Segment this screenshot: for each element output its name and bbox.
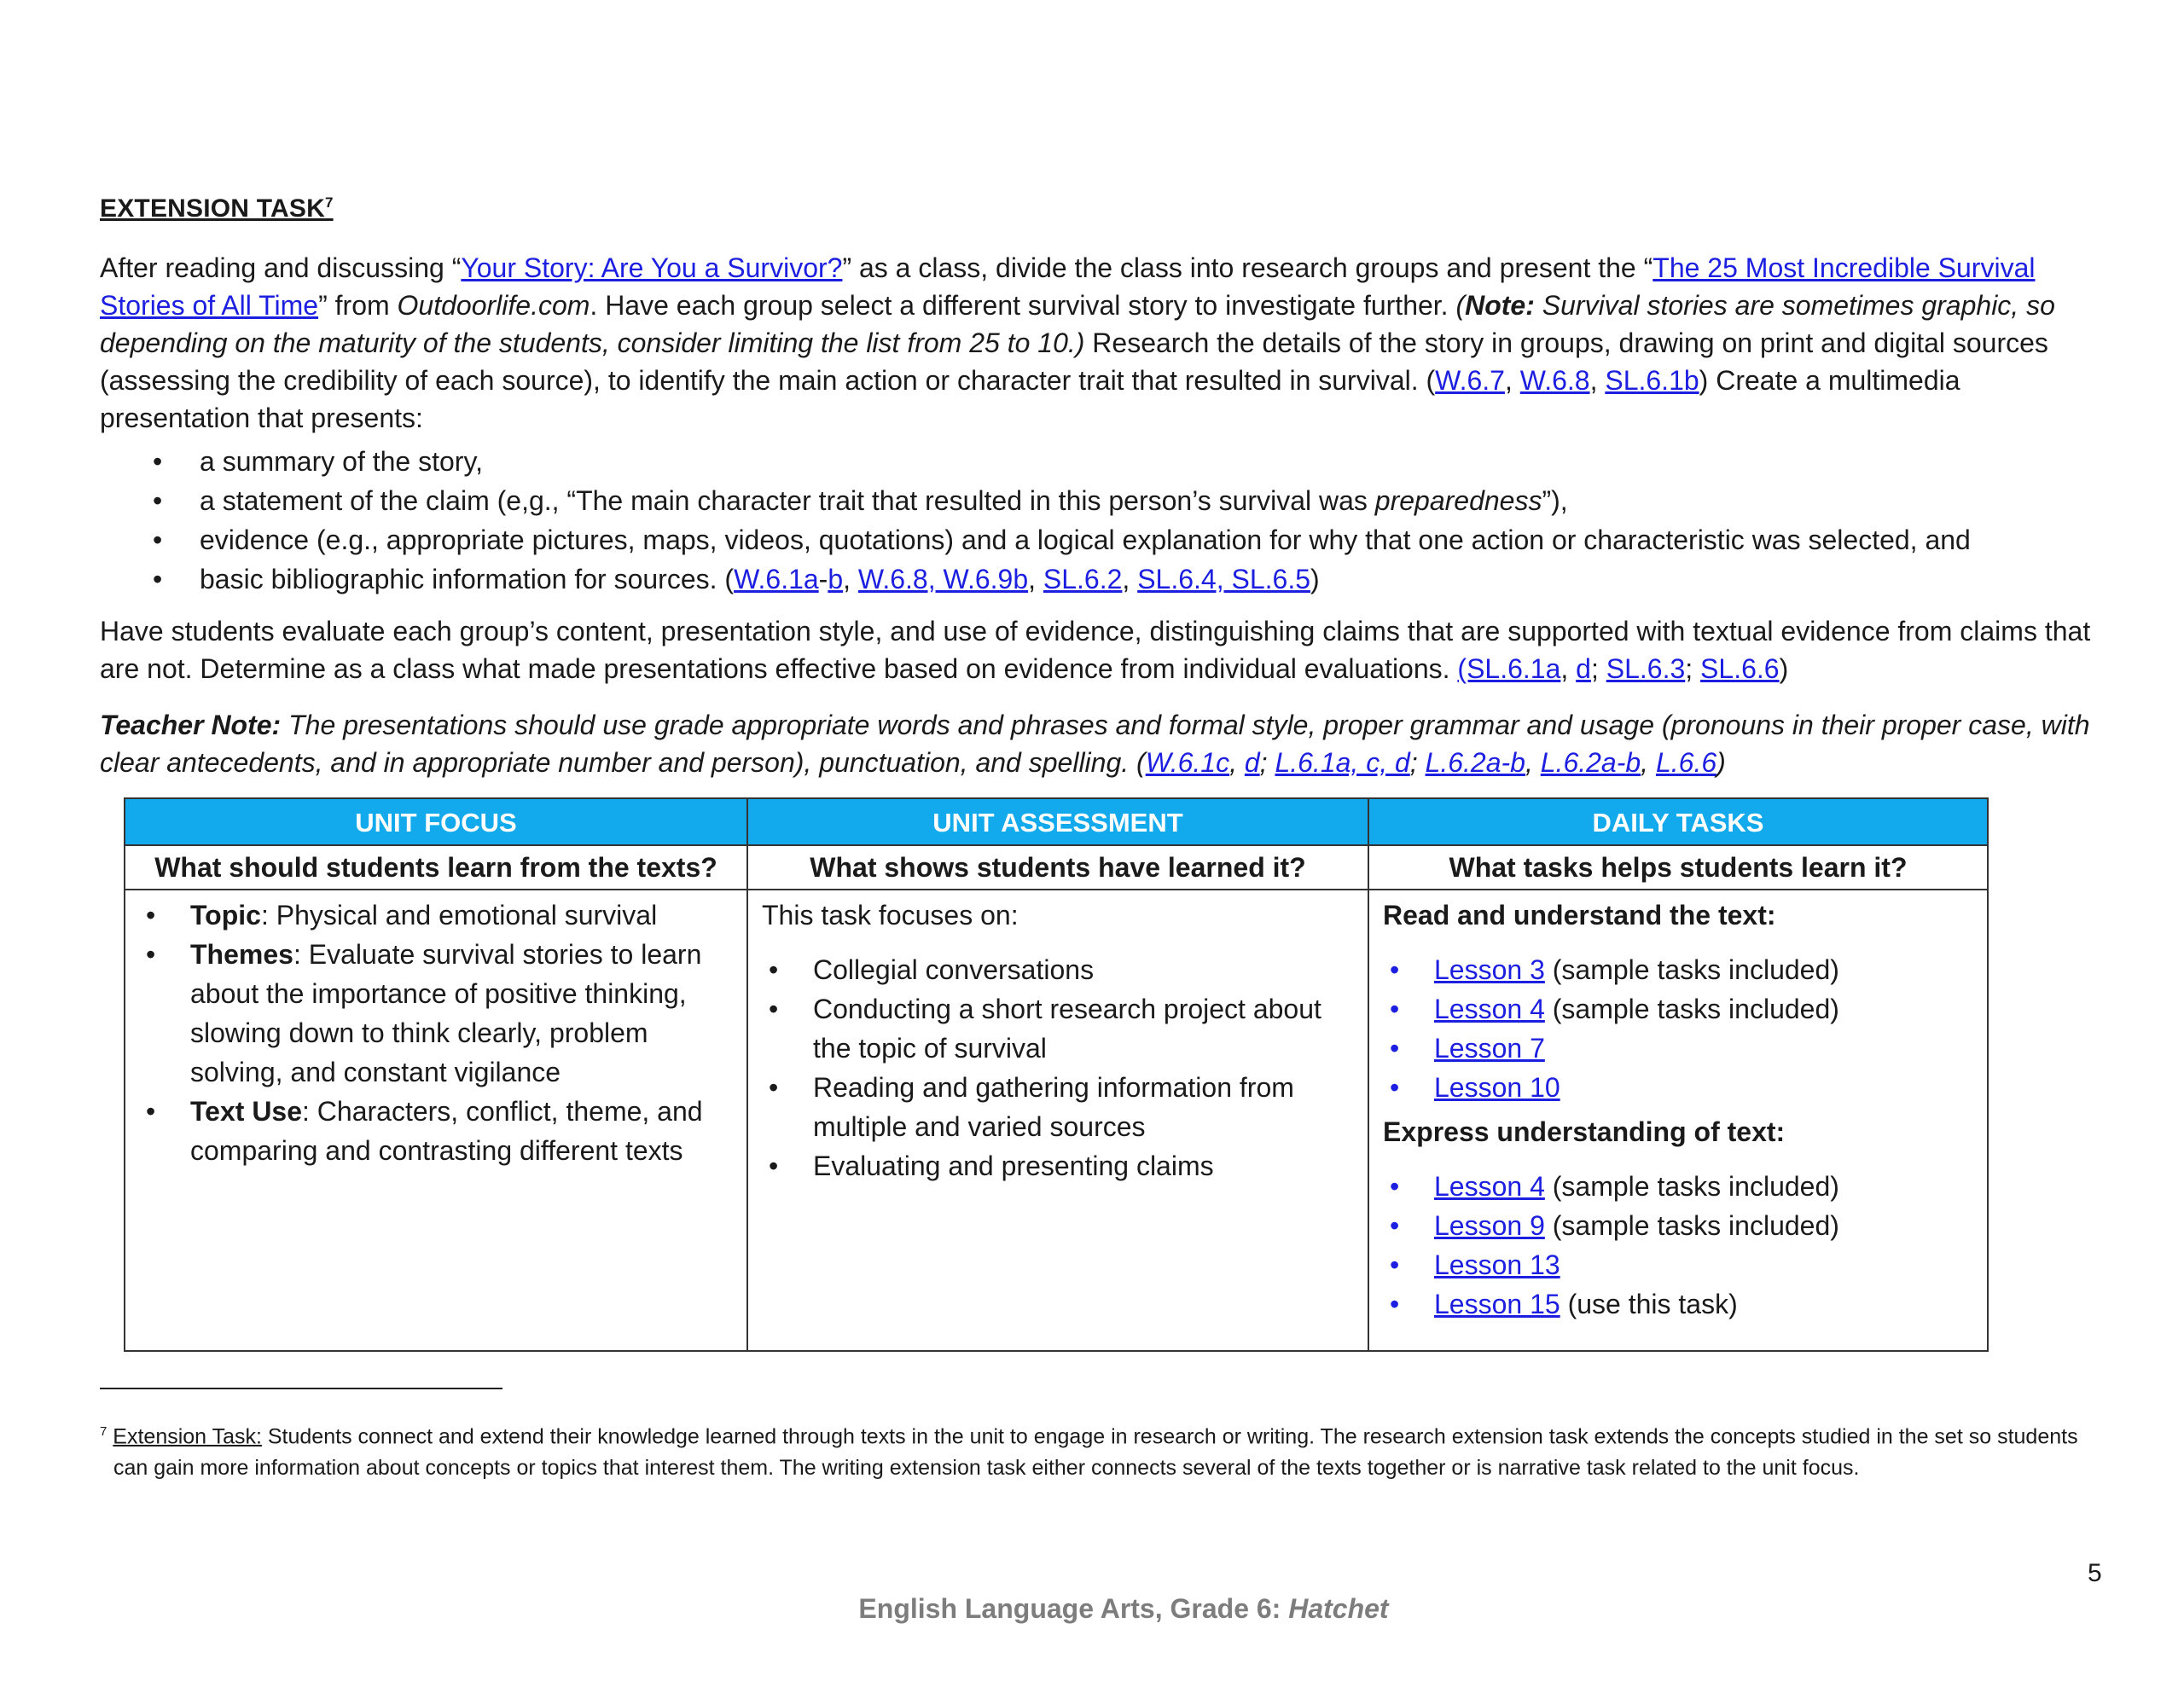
section-heading: EXTENSION TASK$^7$ <box>100 194 334 223</box>
list-item: • basic bibliographic information for sources. (W.6.1a-b, W.6.8, W.6.9b, SL.6.2, SL.6.4, SL.6.5) <box>100 559 2092 599</box>
bullet-icon: • <box>1390 954 1400 985</box>
link-25-survival-stories[interactable]: The 25 Most Incredible Survival Stories of All Time <box>100 252 2036 321</box>
lesson-item: • Lesson 15 (use this task) <box>1383 1284 1973 1324</box>
bullet-icon: • <box>1390 1072 1400 1103</box>
bullet-icon: • <box>769 1151 779 1181</box>
list-item: • Evaluating and presenting claims <box>762 1146 1354 1186</box>
bullet-icon: • <box>153 446 163 477</box>
bullet-icon: • <box>153 485 163 516</box>
bullet-icon: • <box>769 994 779 1024</box>
bullet-icon: • <box>153 564 163 594</box>
list-item: • Reading and gathering information from multiple and varied sources <box>762 1068 1354 1146</box>
page-number: 5 <box>2088 1559 2102 1587</box>
teacher-note: Teacher Note: The presentations should use grade appropriate words and phrases and formal style, proper grammar and usage (pronouns in their proper case, with clear antecedents, and in appropriate number and person), punctuation, and spelling. (W.6.1c, d; L.6.1a, c, d; L.6.2a-b, L.6.2a-b, L.6.6) <box>100 710 2090 778</box>
subheader-assessment: What shows students have learned it? <box>746 846 1368 889</box>
standard-link[interactable]: SL.6.2 <box>1043 564 1123 594</box>
subheader-daily: What tasks helps students learn it? <box>1368 846 1987 889</box>
bullet-icon: • <box>1390 1210 1400 1241</box>
standard-link[interactable]: W.6.1a <box>734 564 819 594</box>
unit-focus-cell <box>125 890 746 1350</box>
lesson-link[interactable]: Lesson 9 <box>1434 1210 1545 1241</box>
page-footer: English Language Arts, Grade 6: Hatchet <box>858 1593 1389 1624</box>
lesson-item: • Lesson 4 (sample tasks included) <box>1383 1167 1973 1206</box>
lesson-link[interactable]: Lesson 4 <box>1434 994 1545 1024</box>
lesson-item: • Lesson 9 (sample tasks included) <box>1383 1206 1973 1245</box>
lesson-item <box>1383 1068 1973 1107</box>
subheader-focus: What should students learn from the texts? <box>154 852 717 883</box>
list-item: • a statement of the claim (e,g., “The main character trait that resulted in this person’s survival was preparedness”), <box>100 481 2092 520</box>
standard-link[interactable]: W.6.7 <box>1435 365 1505 396</box>
list-item: • Themes: Evaluate survival stories to learn about the importance of positive thinking, slowing down to think clearly, problem solving, and constant vigilance <box>139 935 733 1092</box>
list-item: • Conducting a short research project about the topic of survival <box>762 989 1354 1068</box>
lesson-item: • Lesson 3 (sample tasks included) <box>1383 950 1973 989</box>
assessment-intro: This task focuses on: <box>762 900 1019 930</box>
standard-link[interactable]: L.6.6 <box>1655 747 1717 778</box>
daily-tasks-cell <box>1368 890 1987 1350</box>
list-item: • Collegial conversations <box>762 950 1354 989</box>
bullet-icon: • <box>1390 1033 1400 1064</box>
list-item: • Text Use: Characters, conflict, theme, and comparing and contrasting different texts <box>139 1092 733 1170</box>
standard-link[interactable]: SL.6.6 <box>1700 653 1780 684</box>
table-header-row <box>125 799 1987 846</box>
standard-link[interactable]: W.6.8, W.6.9b <box>857 564 1029 594</box>
header-unit-focus: UNIT FOCUS <box>355 808 517 838</box>
lesson-link[interactable]: Lesson 10 <box>1434 1072 1560 1103</box>
header-daily-tasks: DAILY TASKS <box>1368 799 1987 844</box>
unit-overview-table <box>124 797 1989 1352</box>
standard-link[interactable]: d <box>1576 653 1591 684</box>
list-item: • evidence (e.g., appropriate pictures, maps, videos, quotations) and a logical explanation for why that one action or characteristic was selected, and <box>100 520 2092 559</box>
header-unit-assessment: UNIT ASSESSMENT <box>746 799 1368 844</box>
lesson-link[interactable]: Lesson 13 <box>1434 1249 1560 1280</box>
bullet-icon: • <box>1390 1249 1400 1280</box>
bullet-icon: • <box>153 525 163 555</box>
bullet-icon: • <box>146 900 156 930</box>
bullet-icon: • <box>146 1096 156 1127</box>
lesson-link[interactable]: Lesson 4 <box>1434 1171 1545 1202</box>
lesson-link[interactable]: Lesson 7 <box>1434 1033 1545 1064</box>
standard-link[interactable]: L.6.2a-b <box>1540 747 1641 778</box>
standard-link[interactable]: W.6.1c <box>1145 747 1230 778</box>
standard-link[interactable]: SL.6.1b <box>1605 365 1699 396</box>
footnote-divider <box>100 1388 502 1389</box>
table-subheader-row <box>125 846 1987 890</box>
list-item: • a summary of the story, <box>100 442 2092 481</box>
read-heading: Read and understand the text: <box>1383 900 1776 930</box>
standard-link[interactable]: (SL.6.1a <box>1457 653 1561 684</box>
intro-paragraph: After reading and discussing “Your Story: Are You a Survivor?” as a class, divide the class into research groups and present the “The 25 Most Incredible Survival Stories of All Time” from Outdoorlife.com. Have each group select a different survival story to investigate further. (Note: Survival stories are sometimes graphic, so depending on the maturity of the students, consider limiting the list from 25 to 10.) Research the details of the story in groups, drawing on print and digital sources (assessing the credibility of each source), to identify the main action or character trait that resulted in survival. (W.6.7, W.6.8, SL.6.1b) Create a multimedia presentation that presents: <box>100 252 2055 433</box>
bullet-icon: • <box>769 1072 779 1103</box>
footnote-ref[interactable]: 7 <box>324 194 334 211</box>
unit-assessment-cell <box>746 890 1368 1350</box>
bullet-icon: • <box>1390 1171 1400 1202</box>
lesson-item: • Lesson 4 (sample tasks included) <box>1383 989 1973 1029</box>
lesson-link[interactable]: Lesson 15 <box>1434 1289 1560 1319</box>
table-body-row <box>125 890 1987 1350</box>
express-heading: Express understanding of text: <box>1383 1116 1786 1147</box>
lesson-link[interactable]: Lesson 3 <box>1434 954 1545 985</box>
standard-link[interactable]: L.6.2a-b <box>1425 747 1525 778</box>
lesson-item <box>1383 1245 1973 1284</box>
standard-link[interactable]: SL.6.3 <box>1606 653 1686 684</box>
standard-link[interactable]: W.6.8 <box>1519 365 1590 396</box>
evaluation-paragraph: Have students evaluate each group’s content, presentation style, and use of evidence, distinguishing claims that are supported with textual evidence from claims that are not. Determine as a class what made presentations effective based on evidence from individual evaluations. (SL.6.1a, d; SL.6.3; SL.6.6) <box>100 616 2091 684</box>
bullet-icon: • <box>1390 994 1400 1024</box>
standard-link[interactable]: b <box>828 564 844 594</box>
footnote: $^7$ Extension Task: Students connect and extend their knowledge learned through texts in the unit to engage in research or writing. The research extension task extends the concepts studied in the set so students can gain more information about concepts or topics that interest them. The writing extension task either connects several of the texts together or is narrative task related to the unit focus. <box>100 1424 2078 1481</box>
link-your-story[interactable]: Your Story: Are You a Survivor? <box>461 252 843 283</box>
lesson-item <box>1383 1029 1973 1068</box>
bullet-icon: • <box>769 954 779 985</box>
bullet-icon: • <box>146 939 156 970</box>
presentation-requirements-list <box>100 442 2092 599</box>
bullet-icon: • <box>1390 1289 1400 1319</box>
list-item: • Topic: Physical and emotional survival <box>139 896 733 935</box>
standard-link[interactable]: d <box>1244 747 1260 778</box>
standard-link[interactable]: L.6.1a, c, d <box>1275 747 1410 778</box>
standard-link[interactable]: SL.6.4, SL.6.5 <box>1137 564 1310 594</box>
